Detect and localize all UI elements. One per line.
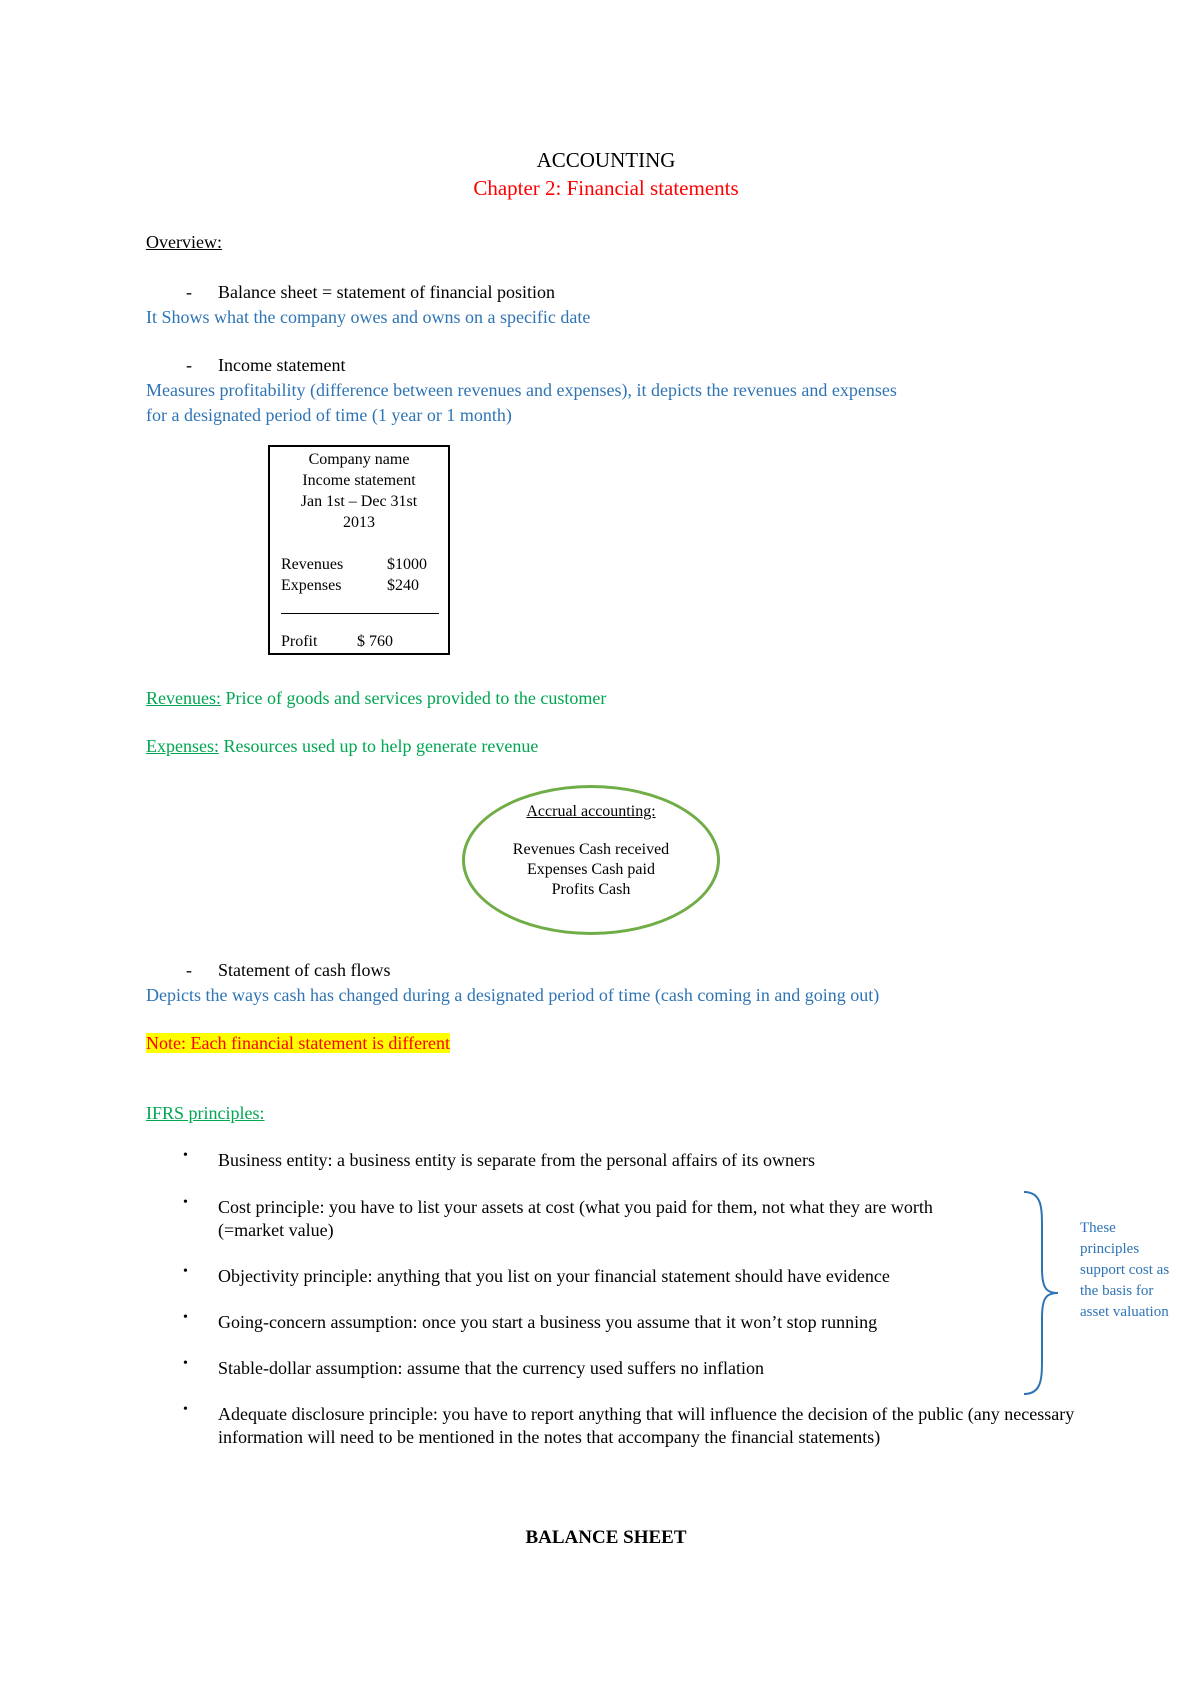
expenses-definition bbox=[146, 736, 538, 757]
ifrs-item: Business entity: a business entity is separate from the personal affairs of its owners bbox=[218, 1150, 816, 1170]
revenues-term: Revenues: bbox=[146, 688, 221, 708]
note-highlight: Note: Each financial statement is different bbox=[146, 1033, 451, 1053]
box-year: 2013 bbox=[343, 514, 375, 531]
cash-flows-label: Statement of cash flows bbox=[218, 960, 391, 980]
bullet-marker: • bbox=[183, 1356, 188, 1371]
balance-sheet-description: It Shows what the company owes and owns on a specific date bbox=[146, 307, 591, 327]
bullet-marker: • bbox=[183, 1310, 188, 1325]
box-expenses-label: Expenses bbox=[281, 577, 342, 594]
note-line bbox=[146, 1033, 450, 1054]
box-title: Income statement bbox=[302, 472, 416, 489]
revenues-text: Price of goods and services provided to the customer bbox=[220, 688, 607, 708]
balance-sheet-heading: BALANCE SHEET bbox=[525, 1527, 687, 1548]
box-expenses-value: $240 bbox=[387, 577, 419, 594]
box-company-name: Company name bbox=[308, 451, 410, 468]
accrual-title: Accrual accounting: bbox=[526, 803, 656, 820]
ifrs-item: Stable-dollar assumption: assume that the currency used suffers no inflation bbox=[218, 1358, 765, 1378]
box-revenues-value: $1000 bbox=[387, 556, 427, 573]
box-total-rule bbox=[281, 613, 439, 614]
box-period: Jan 1st – Dec 31st bbox=[300, 493, 418, 510]
revenues-definition bbox=[146, 688, 606, 709]
dash-marker: - bbox=[186, 960, 192, 980]
ifrs-item: Objectivity principle: anything that you list on your financial statement should have evidence bbox=[218, 1266, 890, 1286]
ifrs-heading: IFRS principles: bbox=[146, 1103, 265, 1123]
income-statement-description-2: for a designated period of time (1 year or 1 month) bbox=[146, 405, 512, 425]
bullet-marker: • bbox=[183, 1402, 188, 1417]
cash-flows-description: Depicts the ways cash has changed during a designated period of time (cash coming in and going out) bbox=[146, 985, 880, 1005]
principles-side-note: These principles support cost as the basis for asset valuation bbox=[1080, 1220, 1170, 1320]
income-statement-box bbox=[268, 445, 450, 655]
expenses-text: Resources used up to help generate revenue bbox=[218, 736, 539, 756]
bullet-marker: • bbox=[183, 1148, 188, 1163]
chapter-subtitle: Chapter 2: Financial statements bbox=[473, 176, 739, 200]
accrual-revenues: Revenues Cash received bbox=[512, 841, 670, 858]
overview-heading: Overview: bbox=[146, 232, 222, 252]
curly-brace-icon bbox=[1020, 1188, 1060, 1398]
box-profit-label: Profit bbox=[281, 633, 318, 650]
ifrs-item: Going-concern assumption: once you start a business you assume that it won’t stop running bbox=[218, 1312, 878, 1332]
income-statement-label: Income statement bbox=[218, 355, 346, 375]
dash-marker: - bbox=[186, 355, 192, 375]
ifrs-item: Cost principle: you have to list your assets at cost (what you paid for them, not what they are worth (=market value) bbox=[218, 1197, 933, 1240]
ifrs-item: Adequate disclosure principle: you have to report anything that will influence the decision of the public (any necessary information will need to be mentioned in the notes that accompany the financial statements) bbox=[218, 1404, 1075, 1447]
income-statement-description: Measures profitability (difference between revenues and expenses), it depicts the revenues and expenses bbox=[146, 380, 897, 400]
accrual-expenses: Expenses Cash paid bbox=[527, 861, 655, 878]
bullet-marker: • bbox=[183, 1264, 188, 1279]
page-title: ACCOUNTING bbox=[536, 148, 676, 172]
bullet-marker: • bbox=[183, 1195, 188, 1210]
accrual-profits: Profits Cash bbox=[551, 881, 631, 898]
box-profit-value: $ 760 bbox=[357, 633, 393, 650]
box-revenues-label: Revenues bbox=[281, 556, 344, 573]
balance-sheet-label: Balance sheet = statement of financial position bbox=[218, 282, 556, 302]
expenses-term: Expenses: bbox=[146, 736, 219, 756]
dash-marker: - bbox=[186, 282, 192, 302]
